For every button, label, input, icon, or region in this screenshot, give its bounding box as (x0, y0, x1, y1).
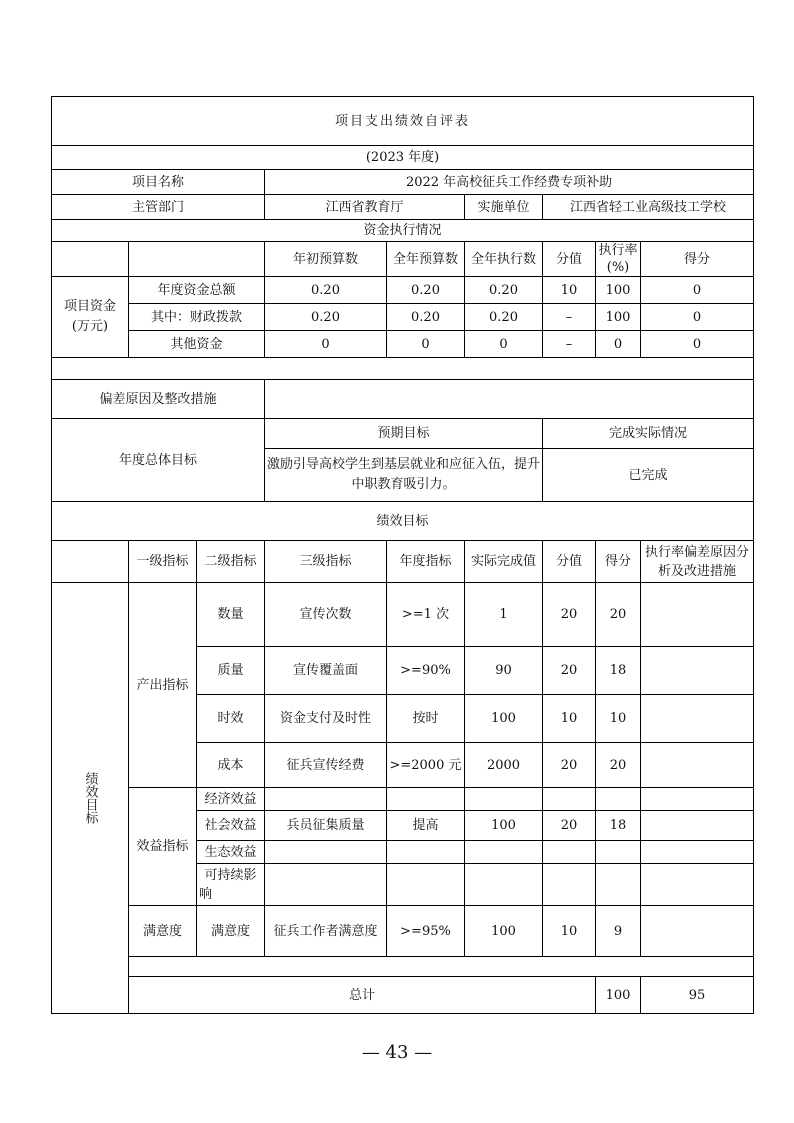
target-cell: >=1 次 (387, 583, 465, 647)
page-number: — 43 — (361, 1042, 433, 1063)
performance-section-title: 绩效目标 (52, 502, 754, 541)
perf-header: 得分 (596, 541, 641, 583)
project-name-label: 项目名称 (52, 170, 265, 195)
level3-cell: 征兵宣传经费 (265, 743, 387, 788)
funds-cell: 0.20 (265, 277, 387, 304)
perf-header: 实际完成值 (465, 541, 543, 583)
target-cell (387, 864, 465, 906)
actual-cell: 100 (465, 906, 543, 957)
target-cell: >=95% (387, 906, 465, 957)
form-year: (2023 年度) (52, 146, 754, 170)
funds-cell: 0 (265, 331, 387, 358)
analysis-cell (641, 788, 754, 811)
perf-header-blank (52, 541, 129, 583)
actual-result-header: 完成实际情况 (543, 419, 754, 449)
funds-group-label: 项目资金 (万元) (52, 277, 129, 358)
score-cell: 18 (596, 811, 641, 841)
level3-cell (265, 864, 387, 906)
perf-header: 二级指标 (197, 541, 265, 583)
funds-header: 得分 (641, 242, 754, 277)
score-cell: 10 (596, 695, 641, 743)
evaluation-form (51, 96, 753, 1014)
deviation-value (265, 380, 754, 419)
expected-goal-text: 激励引导高校学生到基层就业和应征入伍，提升中职教育吸引力。 (265, 449, 543, 502)
funds-cell: 0 (387, 331, 465, 358)
funds-header: 年初预算数 (265, 242, 387, 277)
funds-header: 分值 (543, 242, 596, 277)
annual-goal-label: 年度总体目标 (52, 419, 265, 502)
level2-cell: 生态效益 (197, 841, 265, 864)
score-cell (596, 841, 641, 864)
funds-cell: 0 (596, 331, 641, 358)
level2-cell: 数量 (197, 583, 265, 647)
score-value-cell: 20 (543, 647, 596, 695)
score-cell: 18 (596, 647, 641, 695)
score-value-cell: 10 (543, 695, 596, 743)
level3-cell (265, 788, 387, 811)
implementing-unit-value: 江西省轻工业高级技工学校 (543, 195, 754, 220)
funds-header: 全年预算数 (387, 242, 465, 277)
evaluation-table (51, 96, 754, 1014)
level2-cell: 质量 (197, 647, 265, 695)
analysis-cell (641, 583, 754, 647)
department-label: 主管部门 (52, 195, 265, 220)
funds-cell: 100 (596, 304, 641, 331)
level2-cell: 可持续影响 (197, 864, 265, 906)
department-value: 江西省教育厅 (265, 195, 465, 220)
actual-cell: 100 (465, 695, 543, 743)
target-cell (387, 841, 465, 864)
actual-cell: 100 (465, 811, 543, 841)
analysis-cell (641, 864, 754, 906)
actual-cell (465, 864, 543, 906)
funds-cell: 10 (543, 277, 596, 304)
funds-header: 全年执行数 (465, 242, 543, 277)
funds-cell: 0 (641, 277, 754, 304)
funds-cell: 0.20 (465, 277, 543, 304)
analysis-cell (641, 811, 754, 841)
level1-output: 产出指标 (129, 583, 197, 788)
actual-cell: 2000 (465, 743, 543, 788)
actual-cell (465, 841, 543, 864)
funds-row-label: 其他资金 (129, 331, 265, 358)
level3-cell: 兵员征集质量 (265, 811, 387, 841)
funds-section-title: 资金执行情况 (52, 220, 754, 242)
actual-cell: 90 (465, 647, 543, 695)
actual-result-text: 已完成 (543, 449, 754, 502)
actual-cell: 1 (465, 583, 543, 647)
analysis-cell (641, 841, 754, 864)
implementing-unit-label: 实施单位 (465, 195, 543, 220)
perf-header: 分值 (543, 541, 596, 583)
score-value-cell (543, 864, 596, 906)
total-score: 95 (641, 977, 754, 1014)
funds-cell: – (543, 331, 596, 358)
level3-cell: 征兵工作者满意度 (265, 906, 387, 957)
perf-header: 年度指标 (387, 541, 465, 583)
score-cell (596, 788, 641, 811)
target-cell: >=2000 元 (387, 743, 465, 788)
total-label: 总计 (129, 977, 596, 1014)
funds-header-blank (52, 242, 129, 277)
level1-benefit: 效益指标 (129, 788, 197, 906)
level3-cell: 宣传次数 (265, 583, 387, 647)
analysis-cell (641, 743, 754, 788)
analysis-cell (641, 647, 754, 695)
funds-cell: 0 (641, 304, 754, 331)
level2-cell: 经济效益 (197, 788, 265, 811)
perf-header: 执行率偏差原因分析及改进措施 (641, 541, 754, 583)
score-value-cell (543, 841, 596, 864)
level3-cell: 资金支付及时性 (265, 695, 387, 743)
funds-cell: 0.20 (465, 304, 543, 331)
performance-group-label: 绩效目标 (52, 583, 129, 1014)
level2-cell: 成本 (197, 743, 265, 788)
funds-row-label: 年度资金总额 (129, 277, 265, 304)
score-cell: 9 (596, 906, 641, 957)
funds-cell: 0.20 (265, 304, 387, 331)
funds-cell: 0 (641, 331, 754, 358)
analysis-cell (641, 695, 754, 743)
level3-cell: 宣传覆盖面 (265, 647, 387, 695)
target-cell (387, 788, 465, 811)
level2-cell: 满意度 (197, 906, 265, 957)
funds-cell: 100 (596, 277, 641, 304)
score-value-cell: 20 (543, 583, 596, 647)
target-cell: 按时 (387, 695, 465, 743)
spacer-row (52, 358, 754, 380)
actual-cell (465, 788, 543, 811)
score-cell: 20 (596, 583, 641, 647)
deviation-label: 偏差原因及整改措施 (52, 380, 265, 419)
analysis-cell (641, 906, 754, 957)
score-value-cell (543, 788, 596, 811)
project-name-value: 2022 年高校征兵工作经费专项补助 (265, 170, 754, 195)
score-value-cell: 20 (543, 743, 596, 788)
form-title: 项目支出绩效自评表 (52, 97, 754, 146)
score-cell: 20 (596, 743, 641, 788)
score-cell (596, 864, 641, 906)
funds-cell: 0.20 (387, 277, 465, 304)
funds-cell: 0.20 (387, 304, 465, 331)
level3-cell (265, 841, 387, 864)
spacer-row (129, 957, 754, 977)
funds-cell: 0 (465, 331, 543, 358)
level1-satisfaction: 满意度 (129, 906, 197, 957)
funds-header-blank-2 (129, 242, 265, 277)
target-cell: 提高 (387, 811, 465, 841)
funds-header: 执行率(%) (596, 242, 641, 277)
level2-cell: 社会效益 (197, 811, 265, 841)
perf-header: 三级指标 (265, 541, 387, 583)
total-value: 100 (596, 977, 641, 1014)
target-cell: >=90% (387, 647, 465, 695)
score-value-cell: 10 (543, 906, 596, 957)
level2-cell: 时效 (197, 695, 265, 743)
funds-row-label: 其中：财政拨款 (129, 304, 265, 331)
expected-goal-header: 预期目标 (265, 419, 543, 449)
funds-cell: – (543, 304, 596, 331)
score-value-cell: 20 (543, 811, 596, 841)
perf-header: 一级指标 (129, 541, 197, 583)
